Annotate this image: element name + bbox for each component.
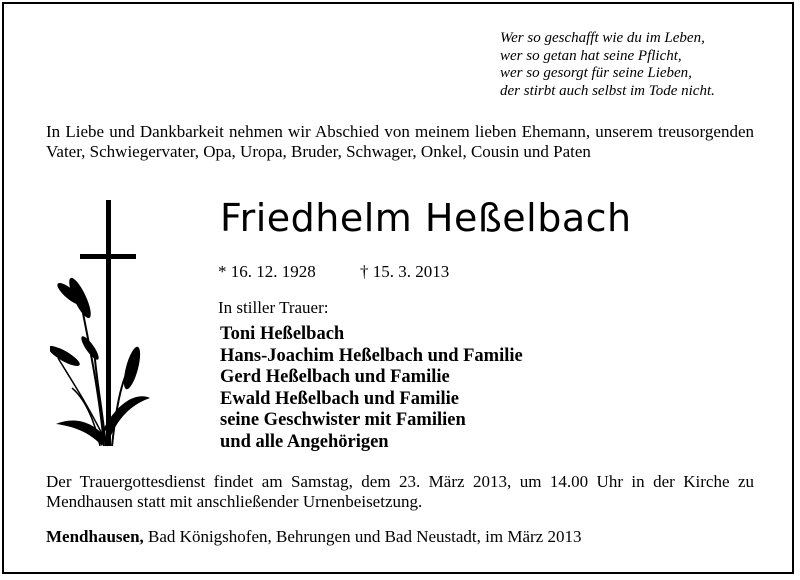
place-town: Mendhausen, xyxy=(46,527,144,546)
poem-line: wer so getan hat seine Pflicht, xyxy=(500,47,682,64)
mourner: Toni Heßelbach xyxy=(220,324,345,344)
poem xyxy=(500,30,780,100)
place-rest: Bad Königshofen, Behrungen und Bad Neustadt, im März 2013 xyxy=(143,527,582,546)
cross-with-wheat-icon xyxy=(50,198,160,450)
mourner: Ewald Heßelbach und Familie xyxy=(220,388,459,409)
service-info: Der Trauergottesdienst findet am Samstag, dem 23. März 2013, um 14.00 Uhr in der Kirche zu Mendhausen statt mit anschließender Urnenbeisetzung. xyxy=(46,472,754,511)
mourner: seine Geschwister mit Familien xyxy=(220,410,466,430)
place-date-line xyxy=(46,527,581,547)
mourner: Hans-Joachim Heßelbach und Familie xyxy=(220,345,523,366)
birth-date: * 16. 12. 1928 xyxy=(218,262,316,281)
poem-line: wer so gesorgt für seine Lieben, xyxy=(500,65,692,81)
life-dates xyxy=(218,262,449,282)
death-date: † 15. 3. 2013 xyxy=(360,262,450,281)
mourner: und alle Angehörigen xyxy=(220,431,389,452)
mourners-list xyxy=(220,324,523,453)
mourning-label: In stiller Trauer: xyxy=(218,298,329,317)
poem-line: der stirbt auch selbst im Tode nicht. xyxy=(500,82,715,99)
deceased-name: Friedhelm Heßelbach xyxy=(220,196,632,240)
mourner: Gerd Heßelbach und Familie xyxy=(220,367,450,387)
intro-text: In Liebe und Dankbarkeit nehmen wir Abschied von meinem lieben Ehemann, unserem treusorgenden Vater, Schwiegervater, Opa, Uropa, Bruder, Schwager, Onkel, Cousin und Paten xyxy=(46,122,754,161)
poem-line: Wer so geschafft wie du im Leben, xyxy=(500,30,705,46)
